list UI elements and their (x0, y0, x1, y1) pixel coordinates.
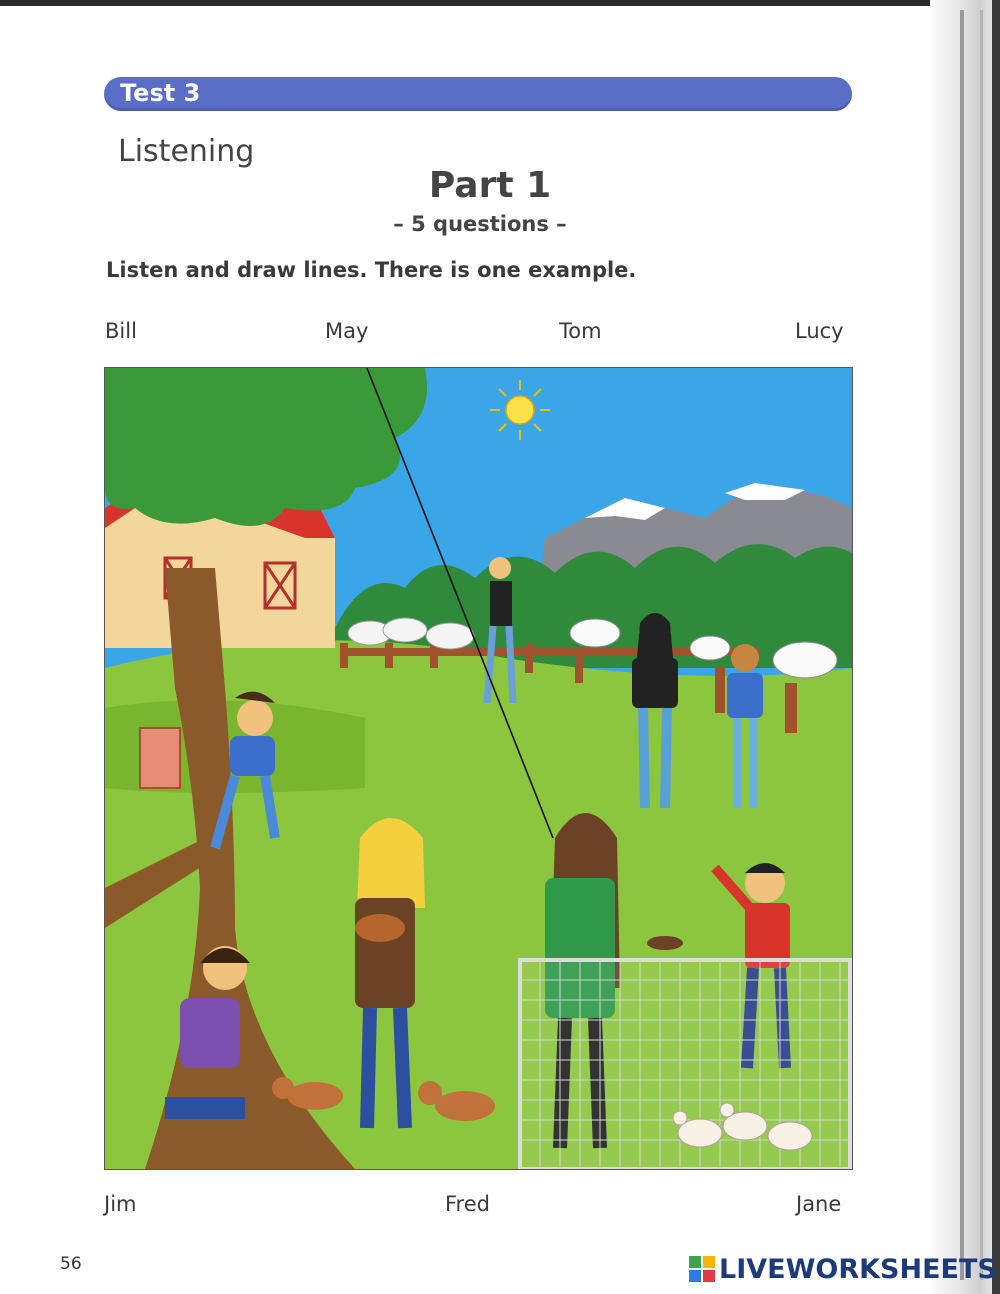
part-title: Part 1 (428, 165, 552, 206)
logo-text: LIVEWORKSHEETS (719, 1253, 997, 1285)
part-subtitle: – 5 questions – (393, 212, 567, 236)
test-banner (104, 77, 852, 111)
liveworksheets-logo[interactable] (689, 1254, 997, 1284)
name-may[interactable]: May (325, 319, 369, 343)
section-title: Listening (118, 134, 255, 169)
name-jim[interactable]: Jim (104, 1192, 137, 1216)
name-tom[interactable]: Tom (559, 319, 602, 343)
farm-scene-illustration (104, 367, 853, 1170)
page-top-rule (0, 0, 930, 6)
name-fred[interactable]: Fred (445, 1192, 490, 1216)
test-banner-label: Test 3 (120, 79, 201, 107)
logo-tiles-icon (689, 1256, 715, 1282)
name-bill[interactable]: Bill (105, 319, 137, 343)
treehouse (140, 728, 180, 788)
page-number: 56 (60, 1254, 82, 1274)
name-jane[interactable]: Jane (796, 1192, 842, 1216)
sun-icon (490, 380, 550, 440)
name-lucy[interactable]: Lucy (795, 319, 844, 343)
instruction-text: Listen and draw lines. There is one example. (106, 258, 637, 282)
